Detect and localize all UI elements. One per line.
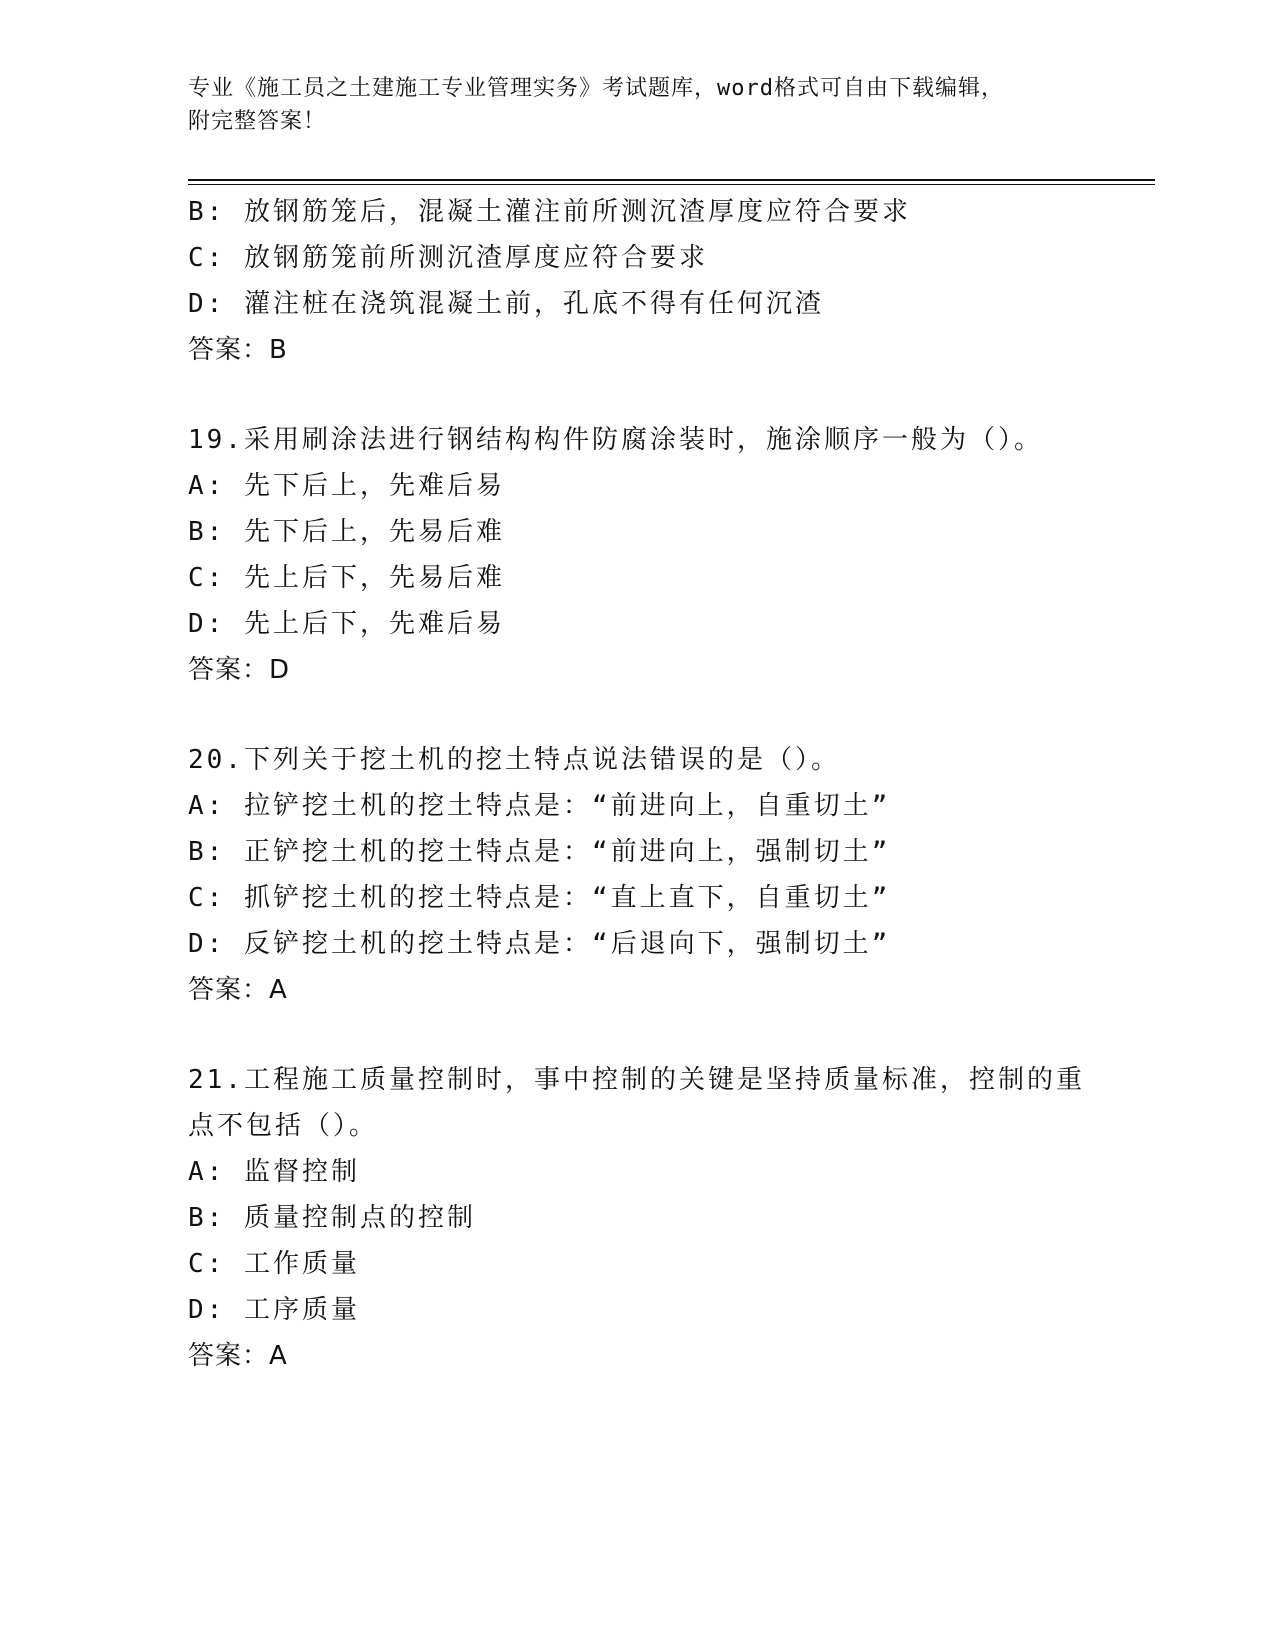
question-block-20	[188, 737, 1088, 1013]
option-b: B: 正铲挖土机的挖土特点是：“前进向上，强制切土”	[188, 837, 891, 867]
option-a: A: 先下后上，先难后易	[188, 471, 505, 501]
option-b: B: 质量控制点的控制	[188, 1203, 476, 1233]
answer-line: 答案：A	[188, 975, 288, 1005]
spacer	[188, 1013, 1088, 1057]
option-d: D: 灌注桩在浇筑混凝土前，孔底不得有任何沉渣	[188, 289, 824, 319]
option-b: B: 放钢筋笼后，混凝土灌注前所测沉渣厚度应符合要求	[188, 197, 911, 227]
header-divider-thick	[188, 179, 1155, 181]
option-c: C: 放钢筋笼前所测沉渣厚度应符合要求	[188, 243, 708, 273]
option-d: D: 反铲挖土机的挖土特点是：“后退向下，强制切土”	[188, 929, 891, 959]
question-block-18	[188, 189, 1088, 373]
header-line-2: 附完整答案！	[188, 109, 327, 134]
answer-line: 答案：A	[188, 1341, 288, 1371]
option-c: C: 抓铲挖土机的挖土特点是：“直上直下，自重切土”	[188, 883, 891, 913]
option-a: A: 拉铲挖土机的挖土特点是：“前进向上，自重切土”	[188, 791, 891, 821]
document-header	[188, 72, 1068, 138]
header-line-1: 专业《施工员之土建施工专业管理实务》考试题库，word格式可自由下载编辑，	[188, 76, 1004, 101]
answer-line: 答案：D	[188, 655, 291, 685]
question-block-19	[188, 417, 1088, 693]
option-c: C: 工作质量	[188, 1249, 360, 1279]
option-a: A: 监督控制	[188, 1157, 360, 1187]
option-b: B: 先下后上，先易后难	[188, 517, 505, 547]
option-d: D: 先上后下，先难后易	[188, 609, 505, 639]
spacer	[188, 693, 1088, 737]
question-stem: 19.采用刷涂法进行钢结构构件防腐涂装时，施涂顺序一般为（）。	[188, 425, 1043, 455]
spacer	[188, 373, 1088, 417]
question-stem: 20.下列关于挖土机的挖土特点说法错误的是（）。	[188, 745, 840, 775]
question-block-21	[188, 1057, 1088, 1379]
answer-line: 答案：B	[188, 335, 288, 365]
question-stem-line-1: 21.工程施工质量控制时，事中控制的关键是坚持质量标准，控制的重	[188, 1065, 1085, 1095]
header-divider-thin	[188, 184, 1155, 185]
option-c: C: 先上后下，先易后难	[188, 563, 505, 593]
question-list	[188, 189, 1088, 1379]
question-stem-line-2: 点不包括（）。	[188, 1111, 379, 1141]
option-d: D: 工序质量	[188, 1295, 360, 1325]
